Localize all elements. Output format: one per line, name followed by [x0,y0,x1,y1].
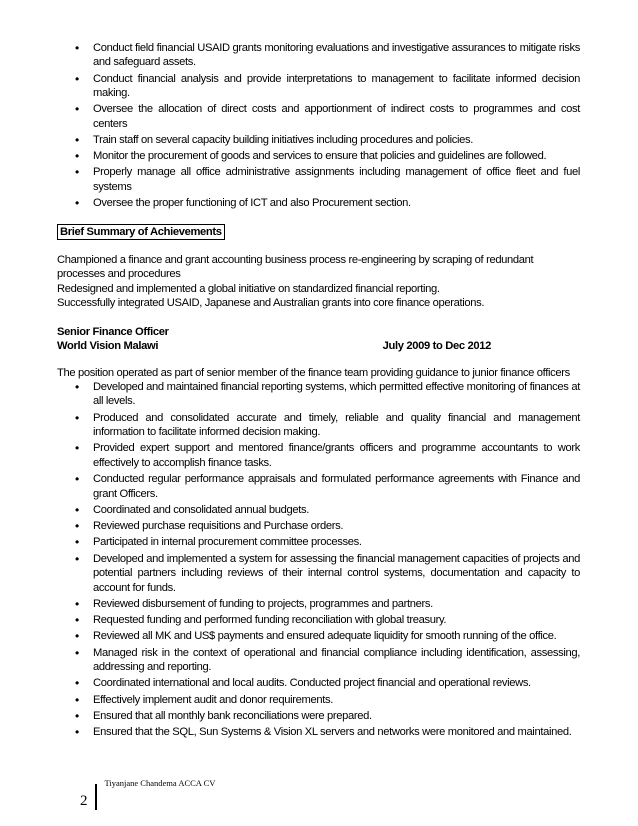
list-item [75,195,580,210]
list-item [75,535,580,550]
list-item-text: Participated in internal procurement committee processes. [93,536,362,549]
bullet-icon: • [75,596,79,611]
list-item-text: Coordinated and consolidated annual budgets. [93,503,309,516]
list-item [75,596,580,611]
bullet-icon: • [75,71,79,86]
bullet-icon: • [75,132,79,147]
bullet-icon: • [75,613,79,628]
list-item [75,551,580,595]
bullet-icon: • [75,551,79,566]
list-item-text: Ensured that the SQL, Sun Systems & Vision XL servers and networks were monitored and maintained. [93,726,572,739]
responsibilities-list [75,380,580,742]
bullet-icon: • [75,692,79,707]
list-item [75,519,580,534]
bullet-icon: • [75,102,79,117]
job-employer: World Vision Malawi [57,340,159,353]
list-item [75,613,580,628]
list-item [75,132,580,147]
bullet-icon: • [75,380,79,394]
list-item-text: Conducted regular performance appraisals and formulated performance agreements with Finance and grant Officers. [93,473,580,500]
bullet-icon: • [75,676,79,691]
bullet-icon: • [75,502,79,517]
list-item-text: Effectively implement audit and donor requirements. [93,693,334,706]
list-item [75,380,580,409]
bullet-icon: • [75,535,79,550]
page-footer [80,778,216,810]
list-item-text: Oversee the proper functioning of ICT and also Procurement section. [93,196,411,209]
list-item-text: Monitor the procurement of goods and services to ensure that policies and guidelines are followed. [93,150,547,163]
list-item [75,165,580,194]
page-number: 2 [80,793,88,809]
bullet-icon: • [75,441,79,456]
achievement-line: Championed a finance and grant accounting business process re-engineering by scraping of redundant processes and procedures [57,254,534,281]
list-item-text: Oversee the allocation of direct costs and apportionment of indirect costs to programmes and cost centers [93,103,580,130]
bullet-icon: • [75,165,79,180]
bullet-icon: • [75,149,79,164]
job-intro: The position operated as part of senior member of the finance team providing guidance to junior finance officers [57,367,570,379]
list-item-text: Reviewed purchase requisitions and Purchase orders. [93,520,344,533]
bullet-icon: • [75,725,79,740]
bullet-icon: • [75,629,79,644]
list-item-text: Reviewed disbursement of funding to projects, programmes and partners. [93,597,433,610]
achievements-heading: Brief Summary of Achievements [57,224,225,240]
list-item [75,71,580,101]
list-item [75,410,580,440]
footer-divider [95,784,97,810]
list-item-text: Ensured that all monthly bank reconciliations were prepared. [93,710,372,722]
list-item [75,692,580,707]
list-item-text: Conduct financial analysis and provide interpretations to management to facilitate informed decision making. [93,72,580,100]
list-item [75,629,580,644]
job-title: Senior Finance Officer [57,326,169,338]
list-item [75,149,580,164]
list-item-text: Requested funding and performed funding reconciliation with global treasury. [93,614,447,627]
bullet-icon: • [75,41,79,55]
job-header [57,325,581,354]
list-item-text: Conduct field financial USAID grants monitoring evaluations and investigative assurances to mitigate risks and safeguard assets. [93,42,580,69]
bullet-icon: • [75,519,79,534]
bullet-icon: • [75,195,79,210]
list-item [75,676,580,691]
list-item-text: Developed and implemented a system for assessing the financial management capacities of projects and potential partners including reviews of their internal control systems, documentation and capacity to account for funds. [93,552,580,594]
list-item [75,725,580,740]
list-item-text: Produced and consolidated accurate and timely, reliable and quality financial and management information to facilitate informed decision making. [93,411,580,439]
list-item [75,102,580,131]
achievement-line: Successfully integrated USAID, Japanese and Australian grants into core finance operations. [57,297,485,310]
achievements-section [57,253,581,311]
bullet-icon: • [75,472,79,487]
list-item-text: Managed risk in the context of operational and financial compliance including identification, assessing, addressing and reporting. [93,646,580,674]
list-item [75,502,580,517]
list-item [75,41,580,70]
list-item-text: Properly manage all office administrative assignments including management of office fleet and fuel systems [93,166,580,193]
list-item-text: Coordinated international and local audits. Conducted project financial and operational reviews. [93,677,531,690]
bullet-icon: • [75,709,79,723]
achievement-line: Redesigned and implemented a global initiative on standardized financial reporting. [57,282,440,295]
footer-text: Tiyanjane Chandema ACCA CV [104,778,216,788]
list-item-text: Developed and maintained financial reporting systems, which permitted effective monitoring of finances at all levels. [93,381,580,408]
list-item [75,441,580,470]
bullet-icon: • [75,410,79,425]
list-item [75,472,580,501]
list-item-text: Provided expert support and mentored finance/grants officers and programme accountants to work effectively to accomplish finance tasks. [93,442,580,469]
list-item-text: Train staff on several capacity building initiatives including procedures and policies. [93,133,473,146]
list-item-text: Reviewed all MK and US$ payments and ensured adequate liquidity for smooth running of the office. [93,630,557,643]
bullet-icon: • [75,645,79,660]
list-item [75,709,580,723]
list-item [75,645,580,675]
duties-list [75,41,580,212]
job-dates: July 2009 to Dec 2012 [382,340,491,353]
